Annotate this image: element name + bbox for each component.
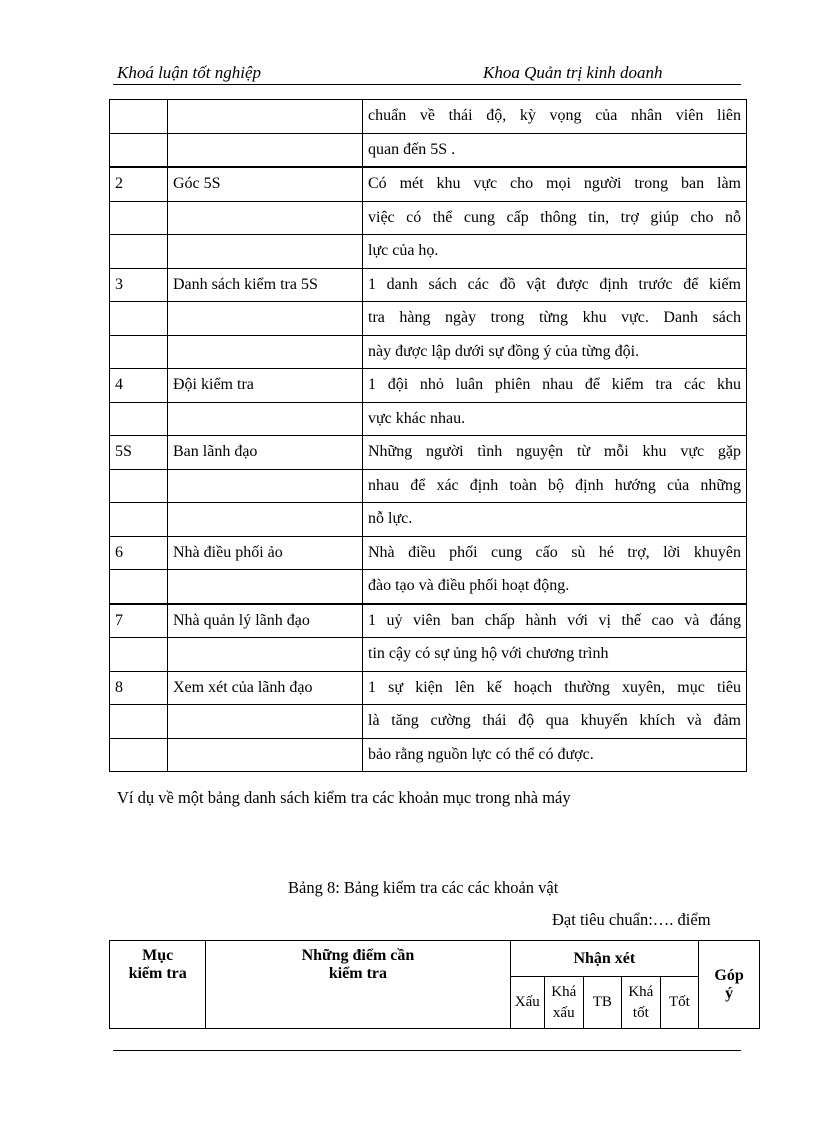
example-paragraph: Ví dụ về một bảng danh sách kiểm tra các khoản mục trong nhà máy [117,788,571,807]
standard-score: Đạt tiêu chuẩn:…. điểm [552,910,711,929]
table-row [110,604,747,638]
row-name [168,402,363,436]
row-number: 5S [110,436,168,470]
header-fairly-good-line2: tốt [632,1004,649,1021]
row-number: 7 [110,604,168,638]
row-description: 1 sự kiện lên kế hoạch thường xuyên, mục tiêu [363,671,747,705]
row-number [110,469,168,503]
row-name: Xem xét của lãnh đạo [168,671,363,705]
table-row [110,536,747,570]
table-row [110,469,747,503]
table-row [110,570,747,604]
row-description: tra hàng ngày trong từng khu vực. Danh sách [363,302,747,336]
row-name: Danh sách kiểm tra 5S [168,268,363,302]
row-name [168,503,363,537]
row-description: Nhà điều phối cung cấo sù hé trợ, lời khuyên [363,536,747,570]
row-number [110,335,168,369]
header-check-item-line2: kiểm tra [128,965,187,982]
row-description: nỗ lực. [363,503,747,537]
row-description: là tăng cường thái độ qua khuyến khích và đảm [363,705,747,739]
table-row [110,235,747,269]
header-fairly-good [622,977,661,1029]
role-table [109,99,747,772]
row-description: bảo rằng nguồn lực có thể có được. [363,738,747,772]
checklist-table [109,940,760,1029]
table-row [110,503,747,537]
row-description: quan đến 5S . [363,133,747,167]
row-name: Đội kiểm tra [168,369,363,403]
row-description: Những người tình nguyện từ mỗi khu vực gặp [363,436,747,470]
row-number [110,570,168,604]
footer-divider [113,1050,741,1051]
row-description: chuẩn về thái độ, kỳ vọng của nhân viên liên [363,100,747,134]
table-row [110,738,747,772]
row-number [110,100,168,134]
row-number: 4 [110,369,168,403]
row-name [168,570,363,604]
row-number [110,402,168,436]
row-number [110,503,168,537]
row-number: 6 [110,536,168,570]
header-comment-line1: Góp [714,966,744,984]
header-good: Tốt [660,977,699,1029]
header-check-item [110,941,206,1029]
row-number: 2 [110,167,168,201]
row-name [168,335,363,369]
header-remarks: Nhận xét [510,941,699,977]
row-name [168,705,363,739]
row-description: 1 danh sách các đồ vật được định trước để kiểm [363,268,747,302]
row-number [110,638,168,672]
row-name [168,302,363,336]
page-header [113,62,741,85]
table-row [110,402,747,436]
row-number [110,738,168,772]
row-name [168,469,363,503]
header-comment-line2: ý [725,984,734,1002]
header-check-points [206,941,510,1029]
row-name: Góc 5S [168,167,363,201]
row-description: 1 uỷ viên ban chấp hành với vị thế cao và đáng [363,604,747,638]
header-fairly-bad-line2: xấu [552,1004,575,1021]
table-caption: Bảng 8: Bảng kiểm tra các các khoản vật [288,878,559,897]
row-description: vực khác nhau. [363,402,747,436]
header-thesis-title: Khoá luận tốt nghiệp [117,63,262,82]
row-name: Nhà điều phối ảo [168,536,363,570]
header-fairly-good-line1: Khá [628,983,654,1000]
row-name [168,100,363,134]
header-check-points-line2: kiểm tra [328,965,388,982]
row-number [110,133,168,167]
row-number [110,705,168,739]
row-description: Có mét khu vực cho mọi người trong ban làm [363,167,747,201]
row-description: lực của họ. [363,235,747,269]
table-row [110,335,747,369]
header-fairly-bad [545,977,584,1029]
row-name [168,201,363,235]
row-name [168,133,363,167]
row-number [110,302,168,336]
table-row [110,369,747,403]
table-row [110,100,747,134]
row-description: này được lập dưới sự đồng ý của từng đội. [363,335,747,369]
header-bad: Xấu [510,977,544,1029]
table-row [110,133,747,167]
row-description: 1 đội nhỏ luân phiên nhau để kiểm tra các khu [363,369,747,403]
row-description: việc có thể cung cấp thông tin, trợ giúp cho nỗ [363,201,747,235]
header-comment [699,941,760,1029]
row-description: tin cậy có sự ủng hộ với chương trình [363,638,747,672]
table-row [110,167,747,201]
row-name [168,638,363,672]
table-row [110,302,747,336]
table-row [110,436,747,470]
row-name [168,738,363,772]
header-average: TB [583,977,622,1029]
table-row [110,705,747,739]
row-description: đào tạo và điều phối hoạt động. [363,570,747,604]
row-description: nhau để xác định toàn bộ định hướng của những [363,469,747,503]
header-check-points-line1: Những điểm cần [301,947,415,964]
row-name: Ban lãnh đạo [168,436,363,470]
table-row [110,201,747,235]
header-faculty: Khoa Quản trị kinh doanh [483,63,663,82]
row-number: 8 [110,671,168,705]
row-number: 3 [110,268,168,302]
table-row [110,671,747,705]
row-number [110,201,168,235]
row-number [110,235,168,269]
header-fairly-bad-line1: Khá [551,983,577,1000]
row-name: Nhà quản lý lãnh đạo [168,604,363,638]
table-row [110,638,747,672]
row-name [168,235,363,269]
header-check-item-line1: Mục [142,947,174,964]
table-row [110,268,747,302]
